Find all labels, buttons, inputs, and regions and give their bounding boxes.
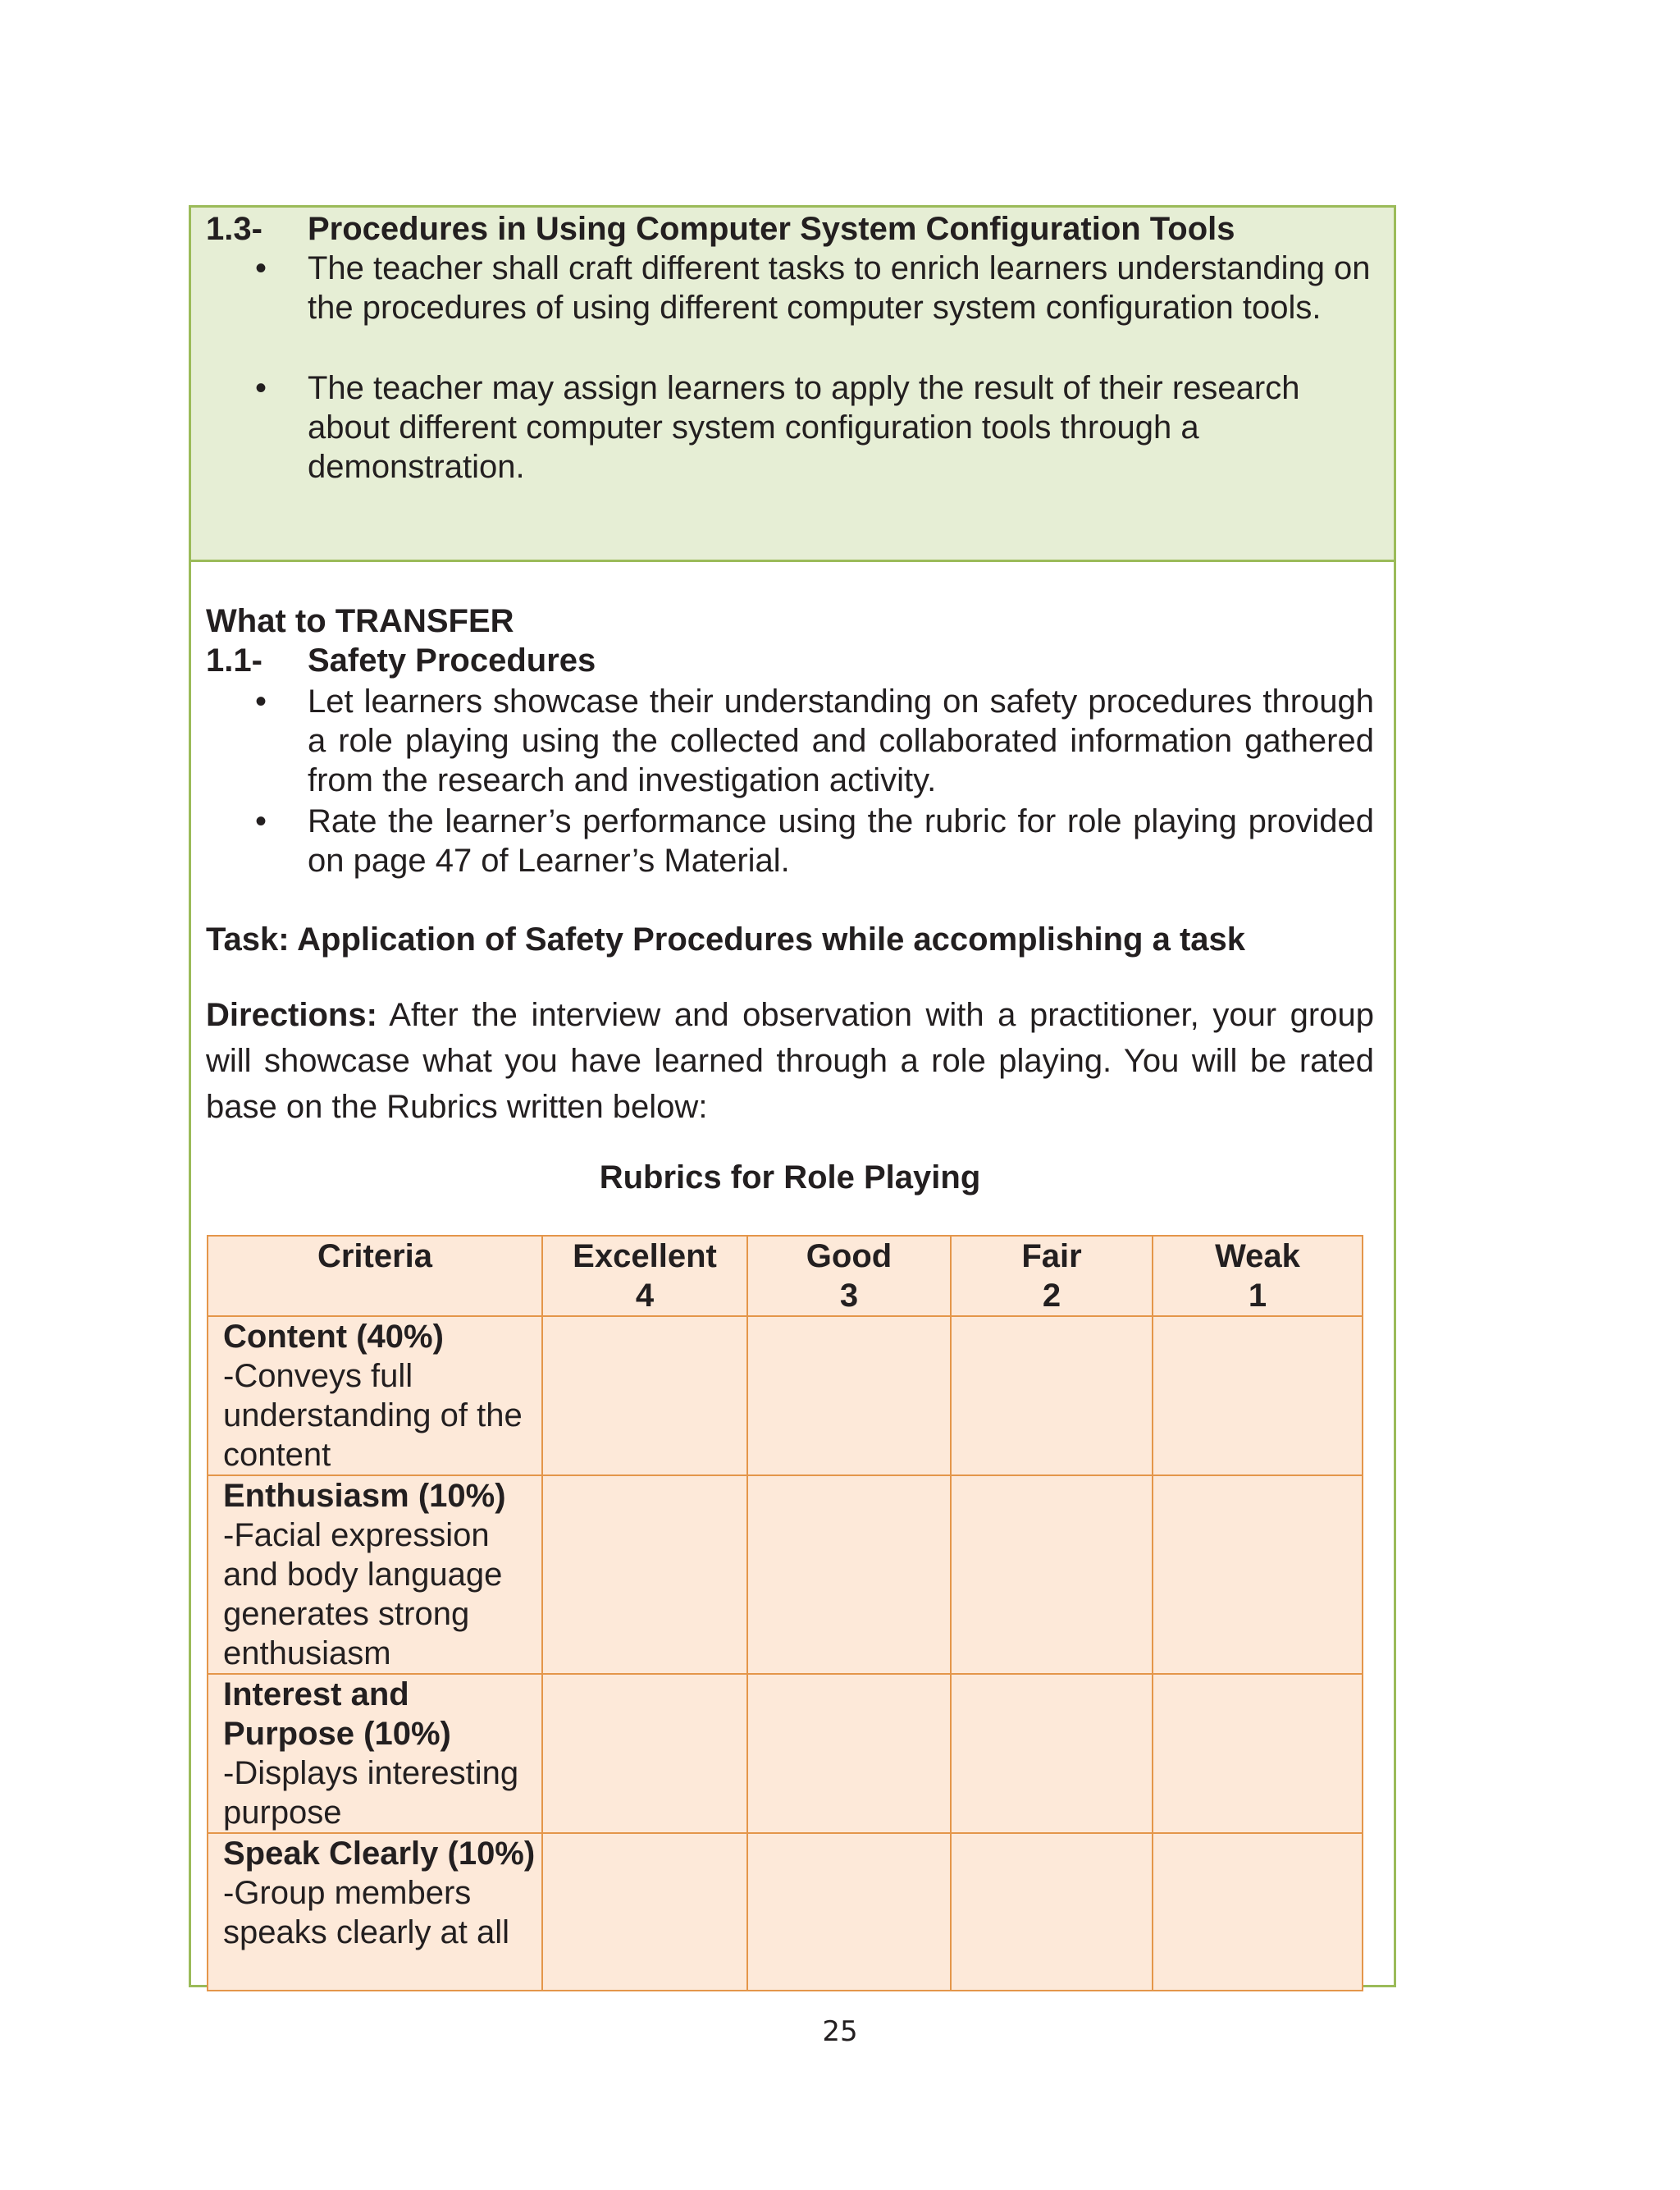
transfer-heading: What to TRANSFER (206, 603, 514, 639)
section-title: Safety Procedures (308, 642, 596, 679)
table-row (208, 1475, 1363, 1674)
header-criteria: Criteria (208, 1236, 542, 1316)
score-cell (542, 1833, 747, 1991)
score-cell (747, 1674, 951, 1833)
section-procedures (191, 208, 1394, 562)
score-cell (1153, 1316, 1363, 1475)
criteria-title: Content (40%) (223, 1319, 444, 1355)
rubric-title: Rubrics for Role Playing (599, 1159, 981, 1196)
score-cell (951, 1316, 1153, 1475)
score-cell (1153, 1475, 1363, 1674)
score-cell (951, 1674, 1153, 1833)
criteria-cell (208, 1475, 542, 1674)
criteria-description: -Facial expression and body language generates strong enthusiasm (223, 1517, 503, 1671)
criteria-title: Enthusiasm (10%) (223, 1478, 506, 1514)
bullet-icon: • (255, 370, 267, 406)
criteria-title: Speak Clearly (10%) (223, 1836, 536, 1872)
score-cell (747, 1475, 951, 1674)
bullet-text: The teacher shall craft different tasks to enrich learners understanding on the procedures of using different computer system configuration tools. (308, 250, 1371, 326)
header-excellent: Excellent 4 (542, 1236, 747, 1316)
section-number: 1.3- (206, 211, 262, 247)
bullet-text: The teacher may assign learners to apply the result of their research about different computer system configuration tools through a demonstration. (308, 370, 1300, 485)
score-cell (542, 1316, 747, 1475)
directions-text: After the interview and observation with a practitioner, your group will showcase what you have learned through a role playing. You will be rated base on the Rubrics written below: (206, 997, 1374, 1125)
rubric-header-row (208, 1236, 1363, 1316)
criteria-description: -Conveys full understanding of the content (223, 1358, 523, 1473)
page-number: 25 (822, 2015, 858, 2048)
header-good: Good 3 (747, 1236, 951, 1316)
table-row (208, 1674, 1363, 1833)
bullet-icon: • (255, 684, 267, 720)
content-frame (189, 205, 1396, 1987)
section-number: 1.1- (206, 642, 262, 679)
score-cell (542, 1475, 747, 1674)
score-cell (1153, 1674, 1363, 1833)
section-title: Procedures in Using Computer System Configuration Tools (308, 211, 1235, 247)
score-cell (747, 1833, 951, 1991)
score-cell (951, 1833, 1153, 1991)
score-cell (542, 1674, 747, 1833)
score-cell (1153, 1833, 1363, 1991)
bullet-text: Let learners showcase their understanding on safety procedures through a role playing using the collected and collaborated information gathered from the research and investigation activity. (308, 684, 1374, 798)
header-weak: Weak 1 (1153, 1236, 1363, 1316)
criteria-cell (208, 1674, 542, 1833)
criteria-cell (208, 1316, 542, 1475)
criteria-title: Interest and Purpose (10%) (223, 1676, 451, 1752)
criteria-description: -Displays interesting purpose (223, 1755, 519, 1831)
criteria-cell (208, 1833, 542, 1991)
score-cell (747, 1316, 951, 1475)
bullet-text: Rate the learner’s performance using the rubric for role playing provided on page 47 of Learner’s Material. (308, 803, 1374, 879)
score-cell (951, 1475, 1153, 1674)
bullet-icon: • (255, 250, 267, 286)
table-row (208, 1833, 1363, 1991)
task-heading: Task: Application of Safety Procedures while accomplishing a task (206, 921, 1246, 958)
criteria-description: -Group members speaks clearly at all (223, 1875, 510, 1950)
directions-label: Directions: (206, 997, 377, 1033)
table-row (208, 1316, 1363, 1475)
directions-paragraph (206, 992, 1374, 1130)
bullet-icon: • (255, 803, 267, 839)
header-fair: Fair 2 (951, 1236, 1153, 1316)
rubric-table (207, 1235, 1363, 1991)
